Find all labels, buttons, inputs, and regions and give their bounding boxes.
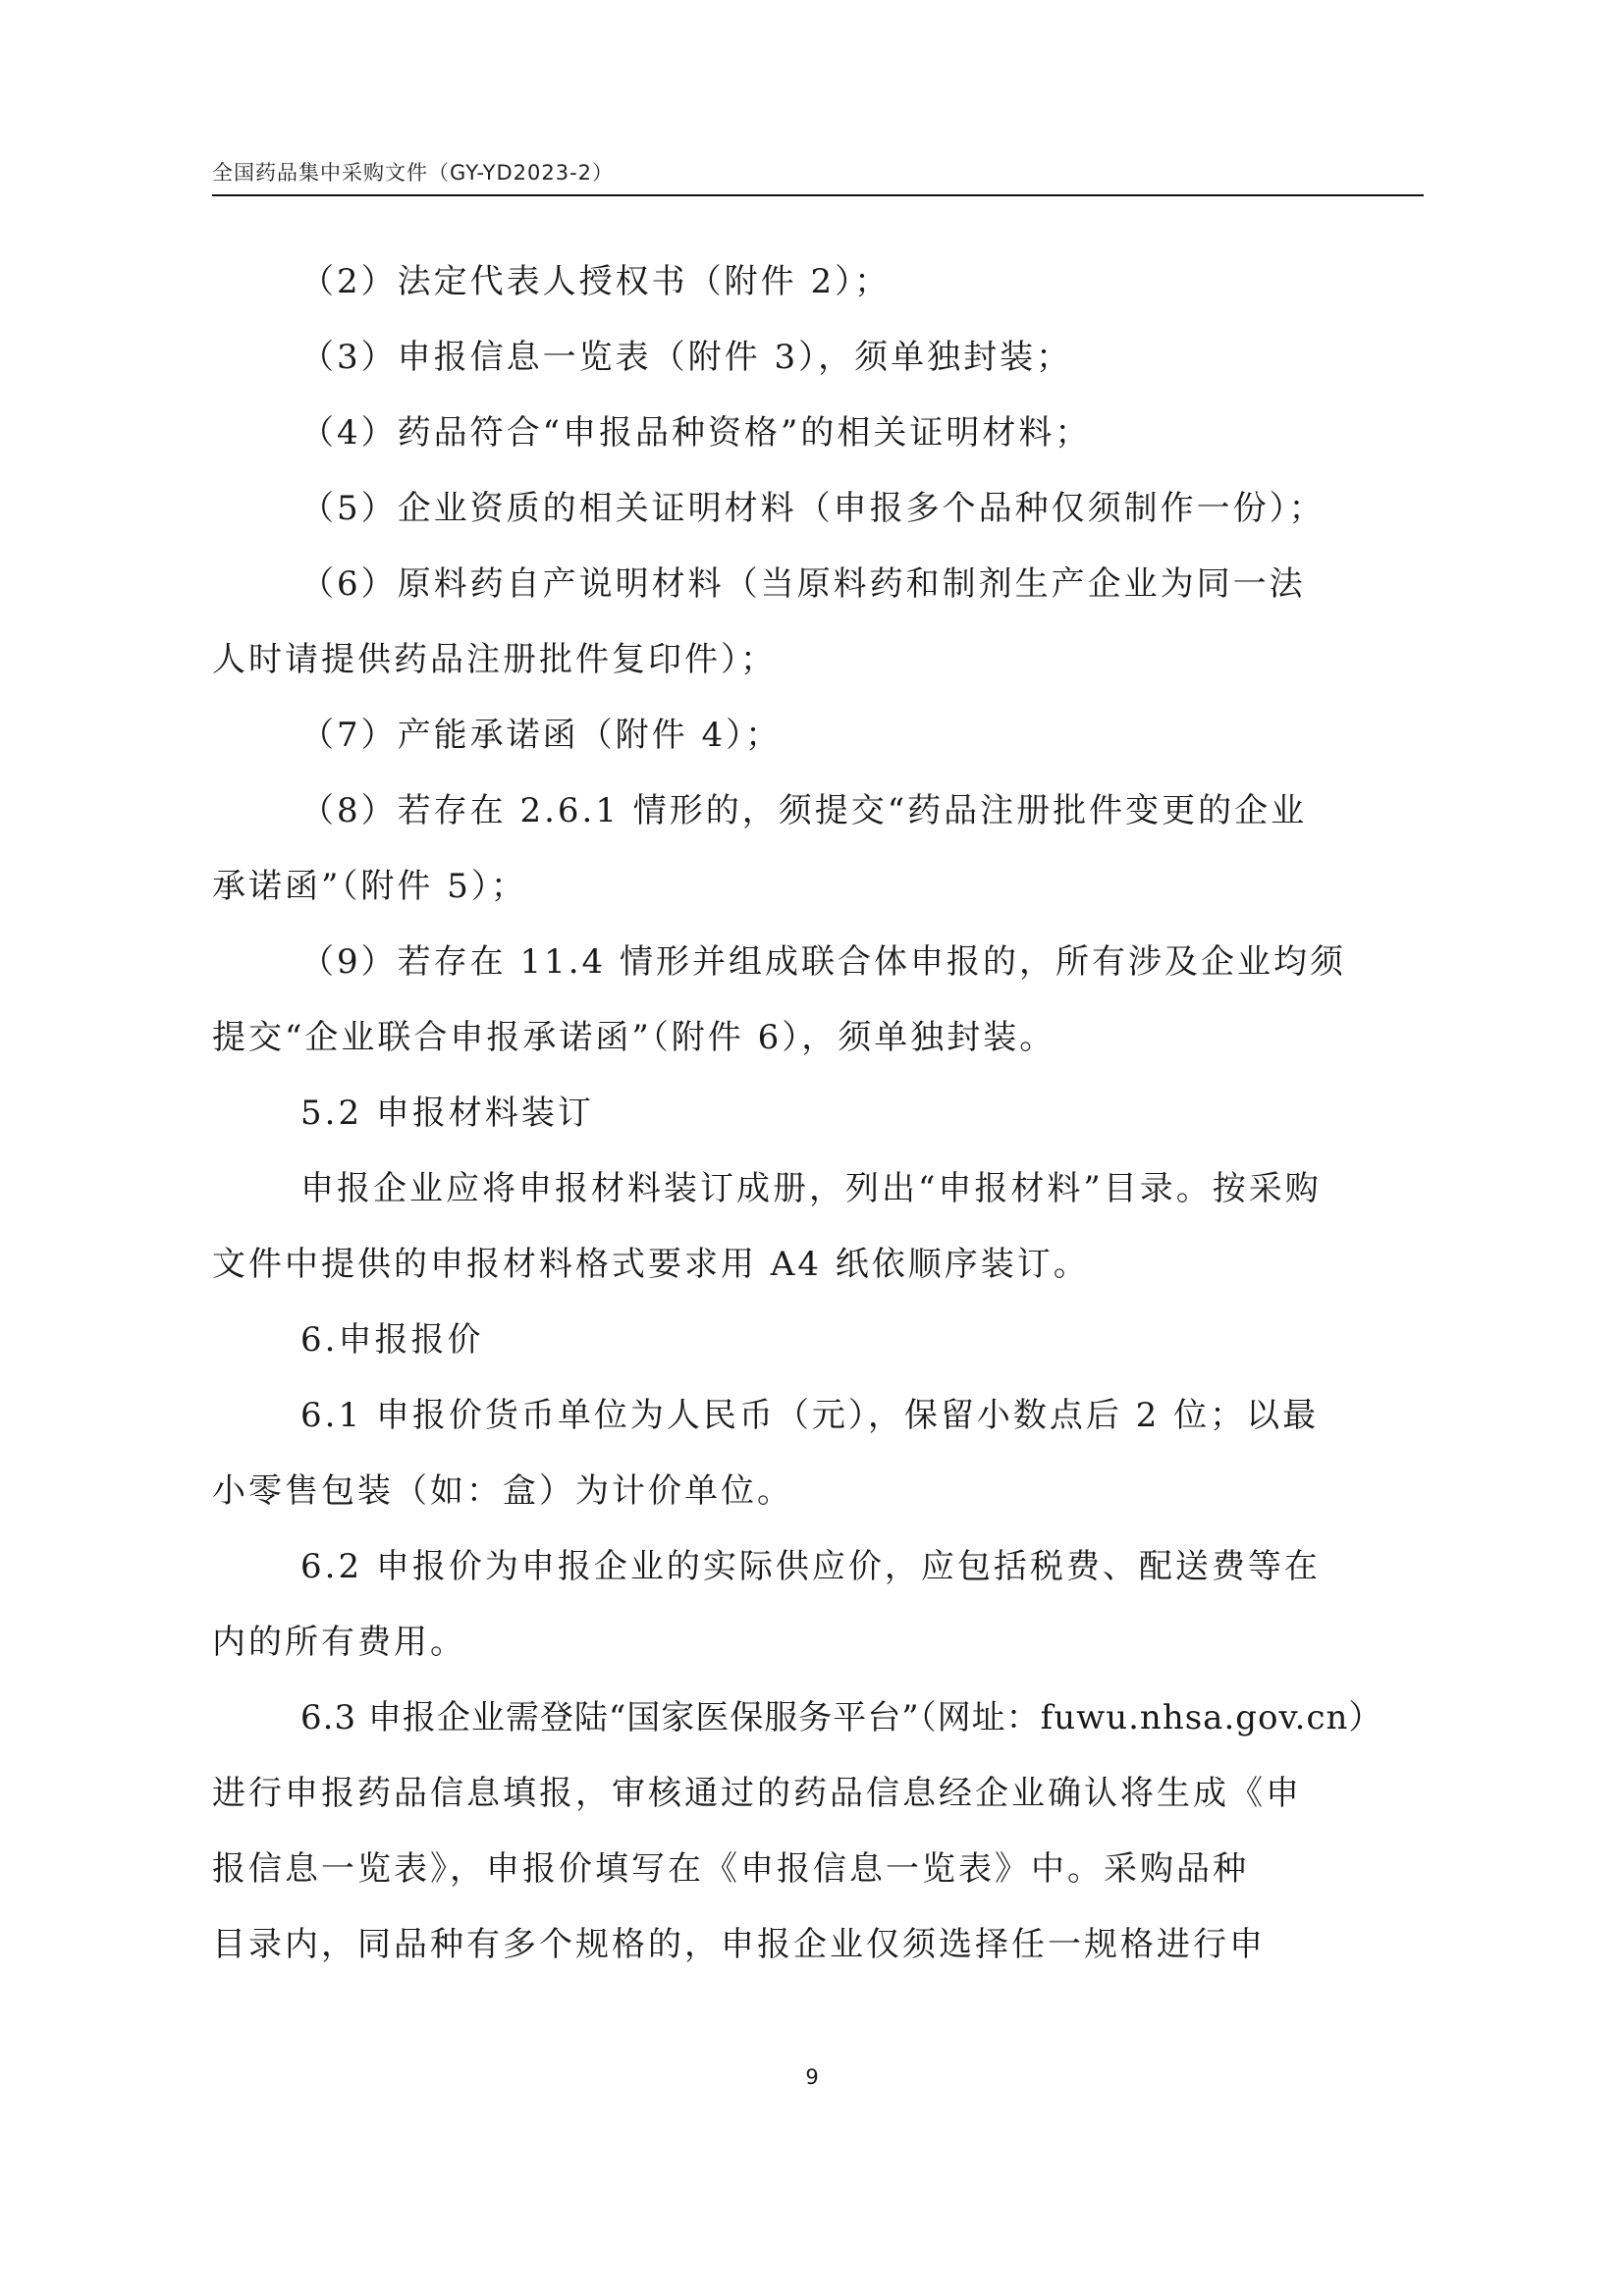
paragraph-5-2-line-2: 文件中提供的申报材料格式要求用 A4 纸依顺序装订。: [212, 1245, 1090, 1284]
list-item-5: （5）企业资质的相关证明材料（申报多个品种仅须制作一份）；: [300, 489, 1326, 528]
paragraph-6-2-line-1: 6.2 申报价为申报企业的实际供应价，应包括税费、配送费等在: [300, 1547, 1321, 1586]
paragraph-6-3-line-1: 6.3 申报企业需登陆“国家医保服务平台”（网址：fuwu.nhsa.gov.cn）: [300, 1698, 1383, 1737]
header-divider: [212, 194, 1424, 196]
list-item-8-line-1: （8）若存在 2.6.1 情形的，须提交“药品注册批件变更的企业: [300, 791, 1308, 830]
paragraph-6-3-line-4: 目录内，同品种有多个规格的，申报企业仅须选择任一规格进行申: [212, 1925, 1266, 1964]
list-item-6-line-2: 人时请提供药品注册批件复印件）；: [212, 640, 777, 679]
list-item-4: （4）药品符合“申报品种资格”的相关证明材料；: [300, 413, 1092, 453]
list-item-9-line-2: 提交“企业联合申报承诺函”（附件 6），须单独封装。: [212, 1018, 1056, 1057]
section-heading-5-2: 5.2 申报材料装订: [300, 1094, 594, 1133]
paragraph-6-3-line-3: 报信息一览表》，申报价填写在《申报信息一览表》中。采购品种: [212, 1849, 1249, 1889]
section-heading-6: 6.申报报价: [300, 1320, 484, 1360]
list-item-6-line-1: （6）原料药自产说明材料（当原料药和制剂生产企业为同一法: [300, 564, 1306, 604]
list-item-2: （2）法定代表人授权书（附件 2）；: [300, 262, 892, 301]
paragraph-6-1-line-1: 6.1 申报价货币单位为人民币（元），保留小数点后 2 位；以最: [300, 1396, 1320, 1435]
list-item-8-line-2: 承诺函”（附件 5）；: [212, 867, 527, 906]
paragraph-6-2-line-2: 内的所有费用。: [212, 1623, 466, 1662]
page-number: 9: [805, 2065, 819, 2089]
paragraph-6-1-line-2: 小零售包装（如：盒）为计价单位。: [212, 1471, 793, 1511]
list-item-9-line-1: （9）若存在 11.4 情形并组成联合体申报的，所有涉及企业均须: [300, 942, 1346, 982]
list-item-7: （7）产能承诺函（附件 4）；: [300, 716, 783, 755]
paragraph-6-3-line-2: 进行申报药品信息填报，审核通过的药品信息经企业确认将生成《申: [212, 1774, 1302, 1813]
header-title: 全国药品集中采购文件（GY-YD2023-2）: [212, 161, 615, 185]
paragraph-5-2-line-1: 申报企业应将申报材料装订成册，列出“申报材料”目录。按采购: [300, 1169, 1322, 1208]
list-item-3: （3）申报信息一览表（附件 3），须单独封装；: [300, 338, 1073, 377]
